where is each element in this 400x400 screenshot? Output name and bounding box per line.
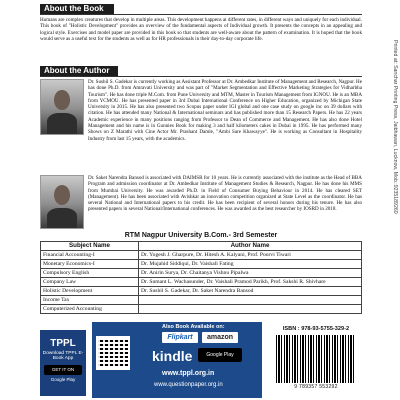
- about-book-text: Humans are complex creatures that develop in multiple areas. This development happens at different rates, in different ways and uniquely for each individual. This book of "Holistic Development" provides an overview of the fundamental aspects of Individual growth. It presents the concepts in an appealing and logical style. Exercises and model paper are provided in this book so that students are well-aware about the pattern of examination. It is hoped that the book would serve as a useful text for the students as well as for HR professionals in their day-to-day corporate life.: [40, 17, 362, 42]
- amazon-logo[interactable]: amazon: [202, 332, 238, 343]
- table-header-row: [41, 242, 362, 251]
- subject-cell: Holistic Development: [41, 287, 139, 296]
- author-cell: [139, 305, 362, 314]
- tppl-app-caption: Download TPPL E-Book App: [42, 351, 84, 362]
- subject-cell: Financial Accounting-I: [41, 251, 139, 260]
- about-book-heading: About the Book: [40, 4, 114, 14]
- heading-rule: [40, 14, 362, 15]
- available-label: Also Book Available on:: [162, 324, 225, 330]
- google-play-logo[interactable]: Google Play: [198, 348, 242, 362]
- table-row: [41, 269, 362, 278]
- tppl-logo: TPPL: [50, 338, 76, 349]
- author-cell: Dr. Sushil S. Gadekar, Dr. Saket Narendra Bansod: [139, 287, 362, 296]
- author1-bio: Dr. Sushil S. Gadekar is currently working as Assistant Professor at Dr. Ambedkar Institute of Management and Research, Nagpur. He has done Ph.D. from Amravati University and was part of "Market Segmentation and Effective Marketing Strategies for Vidharbha Tourism". He has done triple M.Com. from Pune University and MTM, Master in Tourism Management from IGNOU. He is an MBA from YCMOU. He has presented paper in 3rd Dubai International Conference on Higher Education, organized by Michigan State University in 2015. He has also presented two Scopus paper under IGI global and one case study on google inc on 39 dollars with citation. He has attended many National & International seminars and has published more than 15 Research Papers. He has 22 years Academic experience in many positions ranging from Professor to Dean of Commerce and Management. He has also done Hotel Management and his name is in Gunnies Book for making 3 and half kilometers cakes in Dubai in 1995. He has performed many Shows on Z Marathi with Cine Actor Mr. Prashant Damle, "Ambi Sare Khawayye". He is working as Consultant in Hospitality Industry from last 15 years, with the academics.: [88, 79, 362, 142]
- author1-photo: [40, 79, 84, 135]
- printer-side-text: Printed at: Sanchar Printing Press, Jaibhawan, Lucknow, Mob.:9235189260: [392, 40, 398, 214]
- author-cell: Dr. Anirin Surya, Dr. Chaitanya Vishnu Pipalwa: [139, 269, 362, 278]
- subjects-table-title: RTM Nagpur University B.Com.- 3rd Semester: [124, 232, 278, 239]
- table-row: [41, 260, 362, 269]
- author-cell: [139, 296, 362, 305]
- author-cell: Dr. Mujahid Siddiqui, Dr. Vaishali Fating: [139, 260, 362, 269]
- author2-bio: Dr. Saket Narendra Bansod is associated with DAIMSR for 10 years. He is currently associated with the institute as the Head of BBA Program and admission coordinator at Dr. Ambedkar Institute of Management Studies & Research, Nagpur. He has done his MMS from Mumbai University. He was awarded Ph.D. in Field of Consumer Buying Behaviour in 2014. He has cleared SET (Management). He has been associated with Avishkar an innovation competition organized at State Level as the coordinator. He has several National and International papers to his credit. He has been recipient of several honors during his tenure. He has also presented papers in several National/International conferences. He was awarded as the best researcher by IOSRD in 2018.: [88, 175, 362, 213]
- qr-code-icon: [96, 336, 130, 370]
- bottom-strip: [40, 322, 362, 400]
- about-author-heading: About the Author: [40, 66, 118, 76]
- flipkart-logo[interactable]: Flipkart: [162, 332, 198, 343]
- author-cell: Dr. Yogesh J. Gharpure, Dr. Hitesh A. Kalyani, Prof. Poorvi Tiwari: [139, 251, 362, 260]
- header-subject-name: Subject Name: [41, 242, 139, 251]
- table-row: [41, 296, 362, 305]
- stores-panel: [92, 322, 262, 398]
- header-author-name: Author Name: [139, 242, 362, 251]
- author-cell: Dr. Sumant L. Wachasunder, Dr. Vaishali Pramod Parikh, Prof. Sakshi R. Shivhare: [139, 278, 362, 287]
- barcode-bars: [276, 335, 356, 383]
- author2-photo: [40, 175, 84, 229]
- table-row: [41, 278, 362, 287]
- heading-rule: [40, 76, 362, 77]
- subjects-table: [40, 241, 362, 314]
- subject-cell: Monetary Economics-I: [41, 260, 139, 269]
- tppl-app-block[interactable]: [40, 330, 86, 396]
- website-tppl[interactable]: www.tppl.org.in: [162, 370, 215, 377]
- table-row: [41, 287, 362, 296]
- subject-cell: Computerized Accounting: [41, 305, 139, 314]
- isbn-barcode: [272, 324, 360, 394]
- kindle-logo[interactable]: kindle: [152, 348, 193, 364]
- website-questionpaper[interactable]: www.questionpaper.org.in: [154, 382, 223, 388]
- isbn-number: ISBN : 978-93-5755-329-2: [282, 326, 350, 332]
- subject-cell: Company Law: [41, 278, 139, 287]
- google-play-badge[interactable]: GET IT ON Google Play: [44, 365, 82, 375]
- subject-cell: Income Tax: [41, 296, 139, 305]
- subject-cell: Compulsory English: [41, 269, 139, 278]
- barcode-digits: 9 789357 553292: [294, 384, 338, 390]
- table-row: [41, 251, 362, 260]
- table-row: [41, 305, 362, 314]
